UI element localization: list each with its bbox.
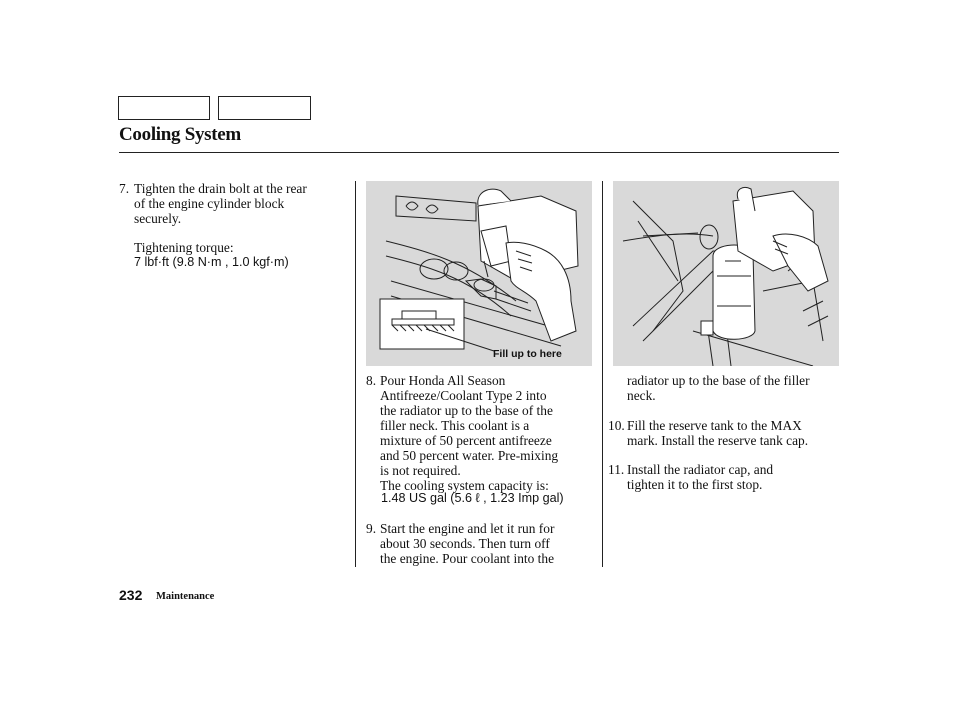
step-8-line-2: Antifreeze/Coolant Type 2 into [380,388,547,403]
step-10-line-1: Fill the reserve tank to the MAX [627,418,802,433]
header-tab-box-1 [118,96,210,120]
step-7-line-3: securely. [134,211,182,226]
capacity-value: 1.48 US gal (5.6 ℓ , 1.23 Imp gal) [381,491,564,505]
page-number: 232 [119,587,143,603]
step-9-line-3: the engine. Pour coolant into the [380,551,555,566]
step-8-line-5: mixture of 50 percent antifreeze [380,433,552,448]
step-10-number: 10. [608,418,625,433]
step-10-line-2: mark. Install the reserve tank cap. [627,433,809,448]
step-9-line-2: about 30 seconds. Then turn off [380,536,550,551]
section-name: Maintenance [156,591,215,602]
step-8-line-4: filler neck. This coolant is a [380,418,530,433]
step-7-number: 7. [119,181,130,196]
step-11-line-2: tighten it to the first stop. [627,477,763,492]
step-8-line-7: is not required. [380,463,461,478]
step-7-line-2: of the engine cylinder block [134,196,285,211]
torque-label: Tightening torque: [134,240,234,255]
title-rule [119,152,839,153]
step-11-line-1: Install the radiator cap, and [627,462,774,477]
step-11-number: 11. [608,462,625,477]
step-9-cont-line-2: neck. [627,388,656,403]
step-9-number: 9. [366,521,377,536]
column-divider-2 [602,181,603,567]
torque-value: 7 lbf·ft (9.8 N·m , 1.0 kgf·m) [134,255,289,269]
step-8-line-6: and 50 percent water. Pre-mixing [380,448,559,463]
column-divider-1 [355,181,356,567]
radiator-fill-illustration [366,181,592,366]
step-9-cont-line-1: radiator up to the base of the filler [627,373,810,388]
page-title: Cooling System [119,124,241,145]
fill-up-to-here-caption: Fill up to here [493,348,562,360]
radiator-fill-drawing [366,181,592,366]
step-8-number: 8. [366,373,377,388]
step-8-line-1: Pour Honda All Season [380,373,506,388]
step-8-line-3: the radiator up to the base of the [380,403,553,418]
capacity-label: The cooling system capacity is: [380,478,549,493]
step-7-line-1: Tighten the drain bolt at the rear [134,181,307,196]
reserve-tank-drawing [613,181,839,366]
header-tab-box-2 [218,96,311,120]
reserve-tank-illustration [613,181,839,366]
step-9-line-1: Start the engine and let it run for [380,521,555,536]
